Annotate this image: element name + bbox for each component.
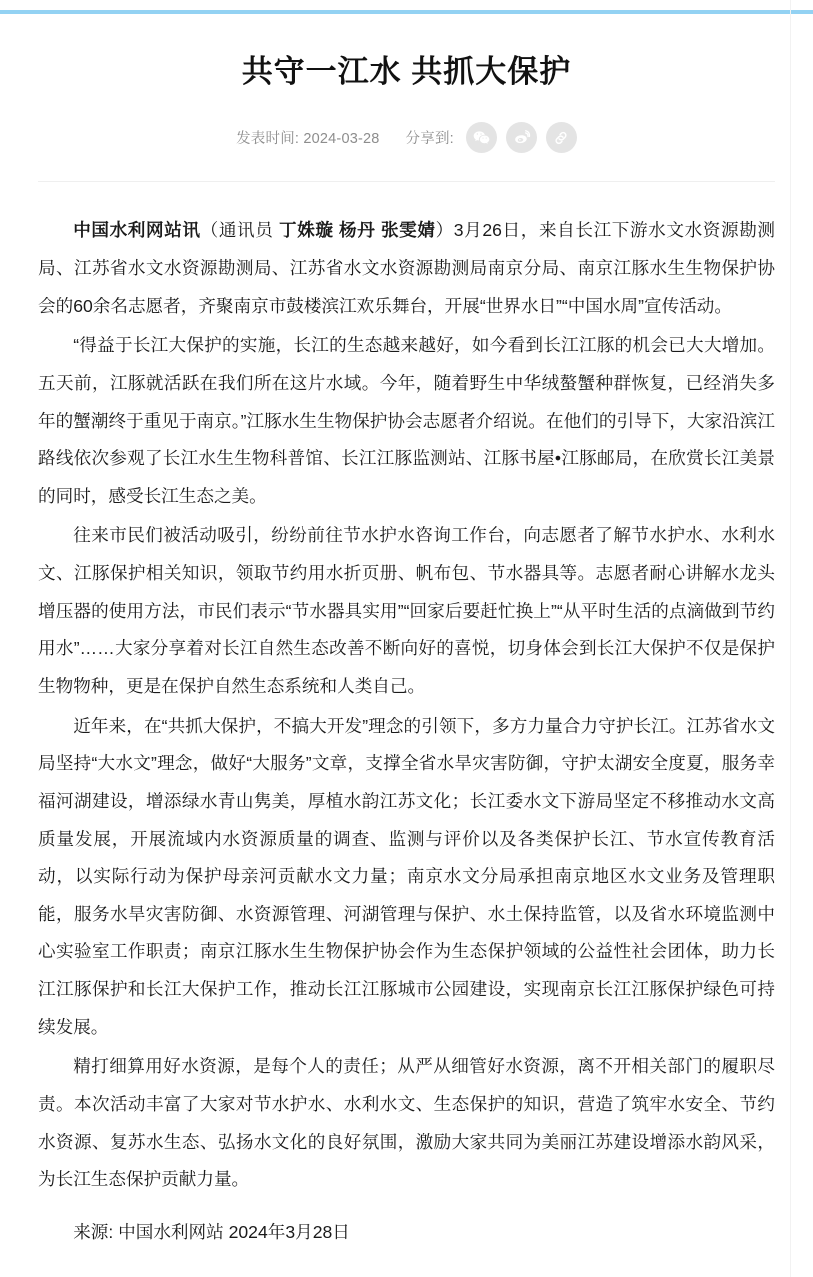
share-weibo-button[interactable] [506,122,537,153]
share-icon-group [466,122,577,153]
publish-time: 发表时间: 2024-03-28 [236,131,380,148]
page-right-edge [790,0,791,1277]
paragraph-2: “得益于长江大保护的实施，长江的生态越来越好，如今看到长江江豚的机会已大大增加。五天前，江豚就活跃在我们所在这片水域。今年，随着野生中华绒螯蟹种群恢复，已经消失多年的蟹潮终于重见于南京。”江豚水生生物保护协会志愿者介绍说。在他们的引导下，大家沿滨江路线依次参观了长江水生生物科普馆、长江江豚监测站、江豚书屋•江豚邮局，在欣赏长江美景的同时，感受长江生态之美。 [38,335,775,506]
page-title: 共守一江水 共抓大保护 [241,54,572,89]
paragraph-1-text: 3月26日，来自长江下游水文水资源勘测局、江苏省水文水资源勘测局、江苏省水文水资源勘测局南京分局、南京江豚水生生物保护协会的60余名志愿者，齐聚南京市鼓楼滨江欢乐舞台，开展“世界水日”“中国水周”宣传活动。 [38,220,775,316]
article-meta-row [38,122,775,153]
link-icon [552,129,570,147]
lead-source: 中国水利网站讯 [73,220,201,241]
byline-suffix: ） [435,220,454,241]
article-source: 来源: 中国水利网站 2024年3月28日 [73,1221,350,1242]
byline-prefix: （通讯员 [200,220,279,241]
article-body [38,212,775,1250]
byline-names: 丁姝璇 杨丹 张雯婧 [278,220,436,241]
wechat-icon [472,128,491,147]
weibo-icon [512,128,531,147]
share-link-button[interactable] [546,122,577,153]
paragraph-5: 精打细算用好水资源，是每个人的责任；从严从细管好水资源，离不开相关部门的履职尽责。本次活动丰富了大家对节水护水、水利水文、生态保护的知识，营造了筑牢水安全、节约水资源、复苏水生态、弘扬水文化的良好氛围，激励大家共同为美丽江苏建设增添水韵风采，为长江生态保护贡献力量。 [38,1056,775,1190]
paragraph-1 [38,212,775,325]
paragraph-3: 往来市民们被活动吸引，纷纷前往节水护水咨询工作台，向志愿者了解节水护水、水利水文、江豚保护相关知识，领取节约用水折页册、帆布包、节水器具等。志愿者耐心讲解水龙头增压器的使用方法，市民们表示“节水器具实用”“回家后要赶忙换上”“从平时生活的点滴做到节约用水”……大家分享着对长江自然生态改善不断向好的喜悦，切身体会到长江大保护不仅是保护生物物种，更是在保护自然生态系统和人类自己。 [38,525,775,696]
paragraph-4: 近年来，在“共抓大保护，不搞大开发”理念的引领下，多方力量合力守护长江。江苏省水文局坚持“大水文”理念，做好“大服务”文章，支撑全省水旱灾害防御，守护太湖安全度夏，服务幸福河湖建设，增添绿水青山隽美，厚植水韵江苏文化；长江委水文下游局坚定不移推动水文高质量发展，开展流域内水资源质量的调查、监测与评价以及各类保护长江、节水宣传教育活动，以实际行动为保护母亲河贡献水文力量；南京水文分局承担南京地区水文业务及管理职能，服务水旱灾害防御、水资源管理、河湖管理与保护、水土保持监管，以及省水环境监测中心实验室工作职责；南京江豚水生生物保护协会作为生态保护领域的公益性社会团体，助力长江江豚保护和长江大保护工作，推动长江江豚城市公园建设，实现南京长江江豚保护绿色可持续发展。 [38,715,775,1037]
header-divider [38,181,775,182]
share-wechat-button[interactable] [466,122,497,153]
share-label: 分享到: [405,131,454,148]
